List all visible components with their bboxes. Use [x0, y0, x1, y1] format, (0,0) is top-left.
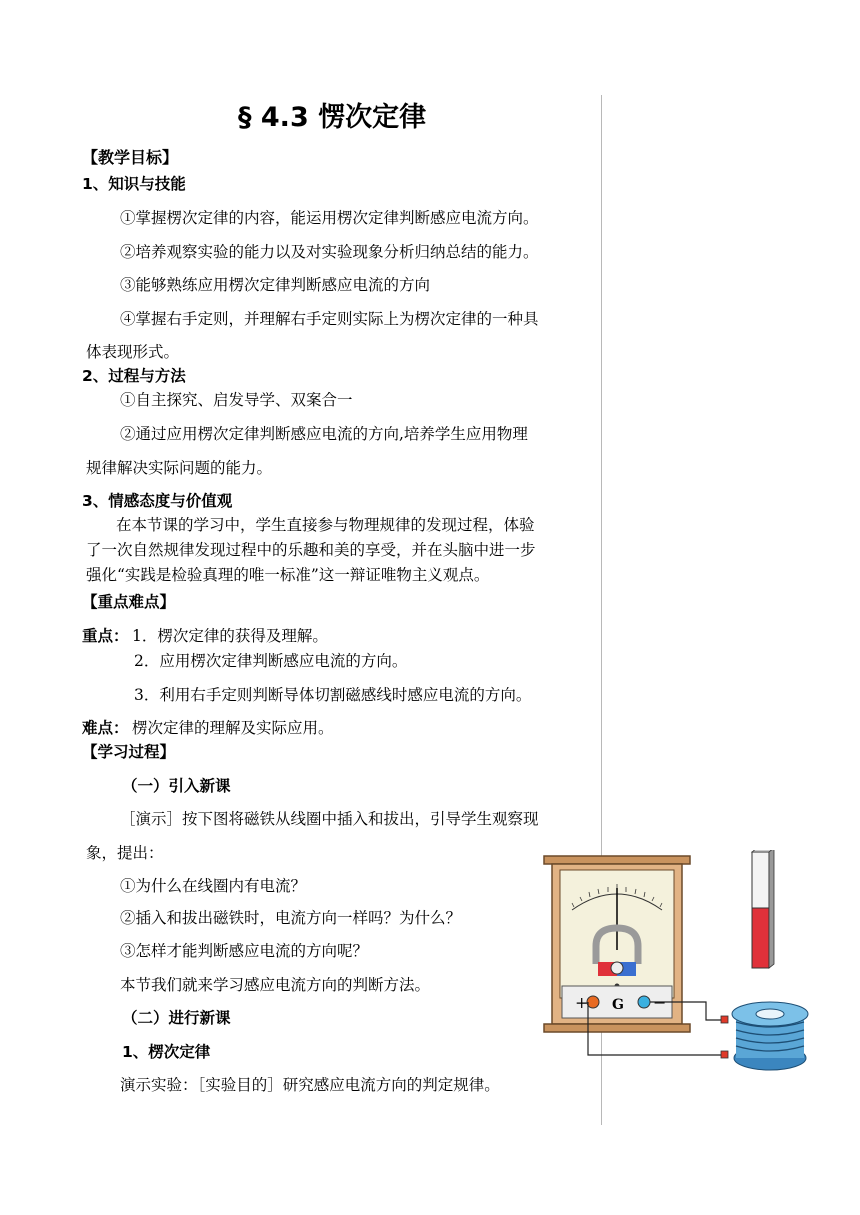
intro-heading: （一）引入新课 [122, 777, 231, 795]
process-item-1: ①自主探究、启发导学、双案合一 [120, 391, 353, 409]
process-heading: 2、过程与方法 [82, 367, 186, 385]
key-item-1: 1．楞次定律的获得及理解。 [132, 627, 328, 645]
emotion-line-2: 了一次自然规律发现过程中的乐趣和美的享受，并在头脑中进一步 [86, 541, 536, 559]
key-item-3: 3．利用右手定则判断导体切割磁感线时感应电流的方向。 [134, 686, 532, 704]
plus-sign: + [575, 993, 589, 1012]
process-item-2-cont: 规律解决实际问题的能力。 [86, 459, 273, 477]
demo-line-2: 象，提出： [86, 844, 164, 862]
galvanometer-letter: G [612, 997, 624, 1013]
knowledge-item-4-cont: 体表现形式。 [86, 343, 180, 361]
coil [732, 1002, 808, 1070]
bar-magnet-red-end [752, 908, 769, 968]
question-3: ③怎样才能判断感应电流的方向呢？ [120, 942, 369, 960]
negative-terminal [638, 996, 650, 1008]
emotion-heading: 3、情感态度与价值观 [82, 492, 233, 510]
experiment-figure [538, 850, 838, 1080]
knowledge-item-1: ①掌握楞次定律的内容，能运用楞次定律判断感应电流方向。 [120, 209, 539, 227]
bar-magnet [752, 850, 774, 968]
summary-line: 本节我们就来学习感应电流方向的判断方法。 [120, 976, 431, 994]
keypoints-heading: 【重点难点】 [82, 593, 176, 611]
knowledge-heading: 1、知识与技能 [82, 175, 186, 193]
difficult-label: 难点： [82, 719, 129, 737]
coil-hollow [756, 1009, 784, 1019]
minus-sign: − [653, 993, 667, 1012]
demo-line-1: ［演示］按下图将磁铁从线圈中插入和拔出，引导学生观察现 [120, 810, 539, 828]
goals-heading: 【教学目标】 [82, 148, 179, 167]
learning-process-heading: 【学习过程】 [82, 743, 176, 761]
coil-terminal-top [721, 1016, 728, 1023]
bar-magnet-white-end [752, 852, 769, 908]
galvanometer-pivot [611, 962, 623, 974]
galvanometer-top-board [544, 856, 690, 864]
question-1: ①为什么在线圈内有电流？ [120, 877, 307, 895]
positive-terminal [587, 996, 599, 1008]
page-title: § 4.3 愣次定律 [238, 102, 427, 133]
process-item-2: ②通过应用楞次定律判断感应电流的方向,培养学生应用物理 [120, 425, 528, 443]
lenz-law-heading: 1、楞次定律 [122, 1043, 211, 1061]
bar-magnet-side-face [769, 850, 774, 968]
galvanometer [544, 856, 690, 1032]
knowledge-item-2: ②培养观察实验的能力以及对实验现象分析归纳总结的能力。 [120, 243, 539, 261]
knowledge-item-4: ④掌握右手定则，并理解右手定则实际上为楞次定律的一种具 [120, 310, 539, 328]
difficult-text: 楞次定律的理解及实际应用。 [132, 719, 334, 737]
emotion-line-1: 在本节课的学习中，学生直接参与物理规律的发现过程，体验 [116, 516, 535, 534]
key-label: 重点： [82, 627, 129, 645]
knowledge-item-3: ③能够熟练应用楞次定律判断感应电流的方向 [120, 276, 431, 294]
coil-terminal-bottom [721, 1051, 728, 1058]
galvanometer-base [544, 1024, 690, 1032]
key-item-2: 2．应用楞次定律判断感应电流的方向。 [134, 652, 408, 670]
new-lesson-heading: （二）进行新课 [122, 1009, 231, 1027]
question-2: ②插入和拔出磁铁时，电流方向一样吗？为什么？ [120, 909, 462, 927]
experiment-line: 演示实验：［实验目的］研究感应电流方向的判定规律。 [120, 1076, 500, 1094]
emotion-line-3: 强化“实践是检验真理的唯一标准”这一辩证唯物主义观点。 [86, 566, 490, 584]
